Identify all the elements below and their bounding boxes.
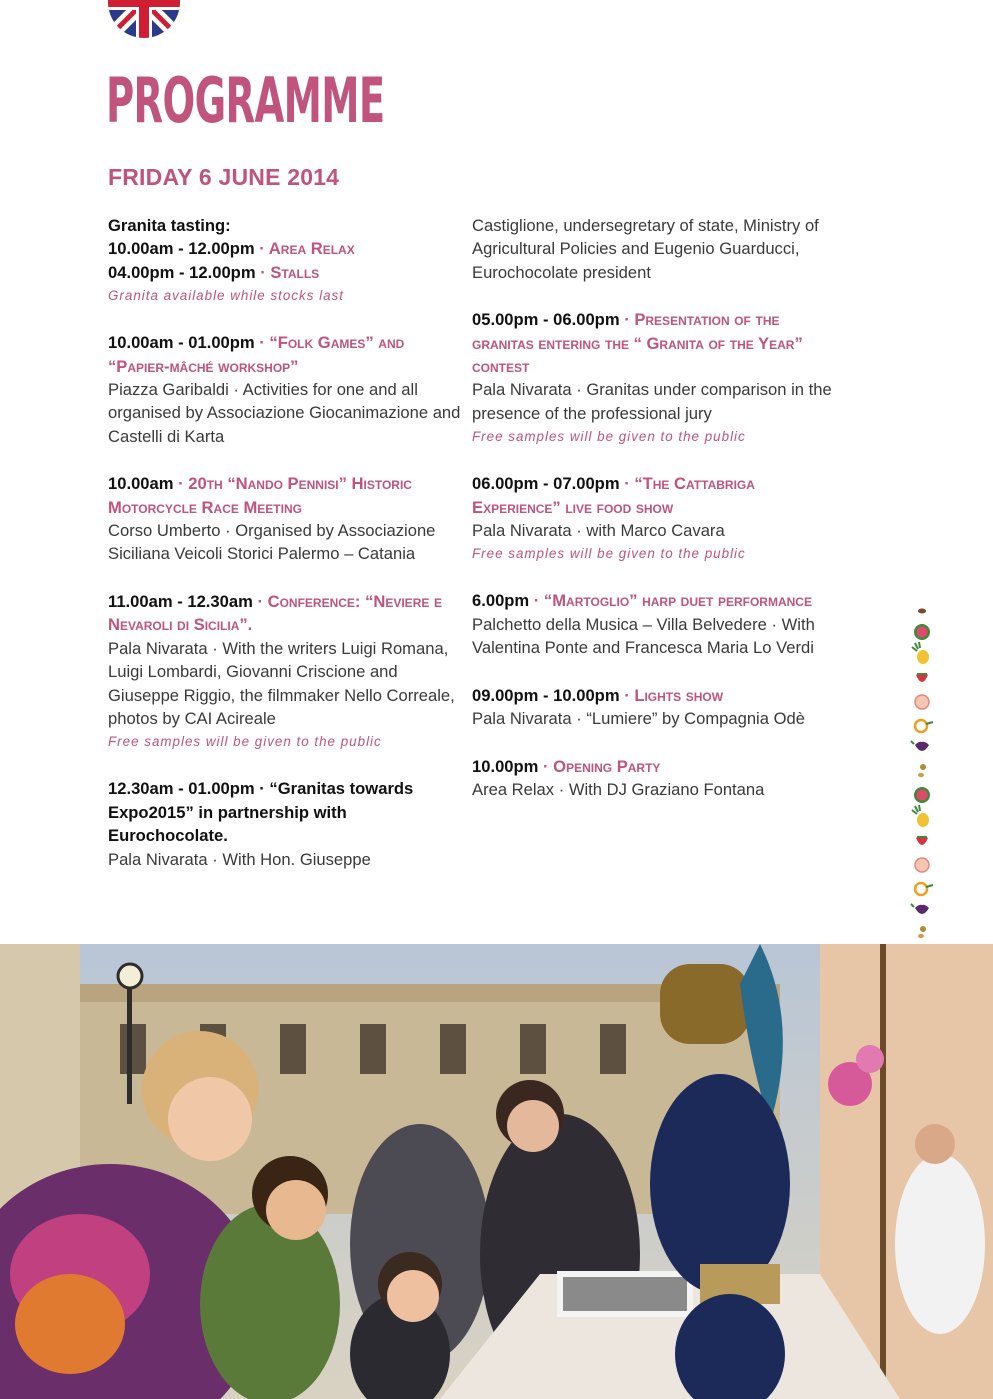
union-jack-icon bbox=[108, 0, 180, 38]
almond-icon bbox=[918, 764, 926, 777]
programme-item bbox=[108, 472, 468, 566]
programme-item bbox=[108, 777, 468, 871]
programme-date: FRIDAY 6 JUNE 2014 bbox=[108, 164, 340, 190]
fig-icon bbox=[911, 904, 929, 914]
item-heading: 6.00pm · “Martoglio” harp duet performance bbox=[472, 591, 812, 611]
programme-item bbox=[472, 308, 832, 448]
item-body: Pala Nivarata · with Marco Cavara bbox=[472, 521, 725, 541]
programme-item bbox=[108, 331, 468, 448]
item-note: Free samples will be given to the public bbox=[472, 546, 746, 562]
item-body: Pala Nivarata · Granitas under comparison in the presence of the professional jury bbox=[472, 380, 832, 423]
item-body: Corso Umberto · Organised by Associazione Siciliana Veicoli Storici Palermo – Catania bbox=[108, 521, 436, 564]
item-heading: 10.00am · 20th “Nando Pennisi” Historic Motorcycle Race Meeting bbox=[108, 474, 412, 517]
programme-item bbox=[472, 589, 832, 659]
item-heading: 10.00pm · Opening Party bbox=[472, 756, 661, 776]
programme-item bbox=[472, 214, 832, 284]
item-heading: 04.00pm - 12.00pm · Stalls bbox=[108, 262, 320, 282]
orange-slice-icon bbox=[915, 720, 933, 732]
programme-item bbox=[472, 472, 832, 565]
programme-item bbox=[472, 684, 832, 731]
right-column bbox=[472, 214, 832, 825]
seed-icon bbox=[918, 609, 926, 614]
fig-icon bbox=[911, 741, 929, 751]
strawberry-icon bbox=[916, 836, 928, 845]
left-column bbox=[108, 214, 468, 895]
fruit-decoration-strip bbox=[909, 605, 935, 940]
item-heading: Granita tasting: bbox=[108, 216, 231, 235]
watermelon-icon bbox=[914, 787, 930, 803]
item-body: Area Relax · With DJ Graziano Fontana bbox=[472, 779, 765, 799]
item-heading: 09.00pm - 10.00pm · Lights show bbox=[472, 685, 724, 705]
pineapple-icon bbox=[912, 805, 929, 827]
strawberry-icon bbox=[916, 673, 928, 682]
item-note: Free samples will be given to the public bbox=[472, 429, 746, 445]
item-body: Piazza Garibaldi · Activities for one and all organised by Associazione Giocanimazione and Castelli di Karta bbox=[108, 380, 461, 446]
item-heading: 10.00am - 12.00pm · Area Relax bbox=[108, 239, 355, 259]
programme-item bbox=[108, 590, 468, 753]
almond-icon bbox=[918, 926, 926, 938]
item-heading: 11.00am - 12.30am · Conference: “Neviere e Nevaroli di Sicilia”. bbox=[108, 591, 442, 635]
item-body: Pala Nivarata · With the writers Luigi Romana, Luigi Lombardi, Giovanni Criscione and Giuseppe Riggio, the filmmaker Nello Correale, photos by CAI Acireale bbox=[108, 638, 455, 728]
programme-item bbox=[472, 755, 832, 802]
item-body: Palchetto della Musica – Villa Belvedere · With Valentina Ponte and Francesca Maria Lo Verdi bbox=[472, 614, 815, 658]
item-heading: 12.30am - 01.00pm · “Granitas towards Expo2015” in partnership with Eurochocolate. bbox=[108, 779, 414, 846]
item-heading: 05.00pm - 06.00pm · Presentation of the granitas entering the “ Granita of the Year” contest bbox=[472, 310, 803, 377]
item-body: Pala Nivarata · With Hon. Giuseppe bbox=[108, 849, 371, 869]
item-note: Granita available while stocks last bbox=[108, 288, 344, 304]
orange-slice-icon bbox=[915, 883, 933, 895]
item-heading: 10.00am - 01.00pm · “Folk Games” and “Papier-mâché workshop” bbox=[108, 333, 405, 376]
event-crowd-photo bbox=[0, 944, 993, 1399]
item-body: Castiglione, undersegretary of state, Ministry of Agricultural Policies and Eugenio Guarducci, Eurochocolate president bbox=[472, 216, 819, 282]
page-title: PROGRAMME bbox=[106, 64, 385, 137]
watermelon-icon bbox=[914, 624, 930, 640]
item-body: Pala Nivarata · “Lumiere” by Compagnia Odè bbox=[472, 709, 805, 729]
programme-item bbox=[108, 214, 468, 307]
item-heading: 06.00pm - 07.00pm · “The Cattabriga Experience” live food show bbox=[472, 474, 755, 517]
peach-icon bbox=[915, 695, 929, 709]
peach-icon bbox=[915, 858, 929, 872]
item-note: Free samples will be given to the public bbox=[108, 734, 382, 750]
pineapple-icon bbox=[912, 642, 929, 664]
